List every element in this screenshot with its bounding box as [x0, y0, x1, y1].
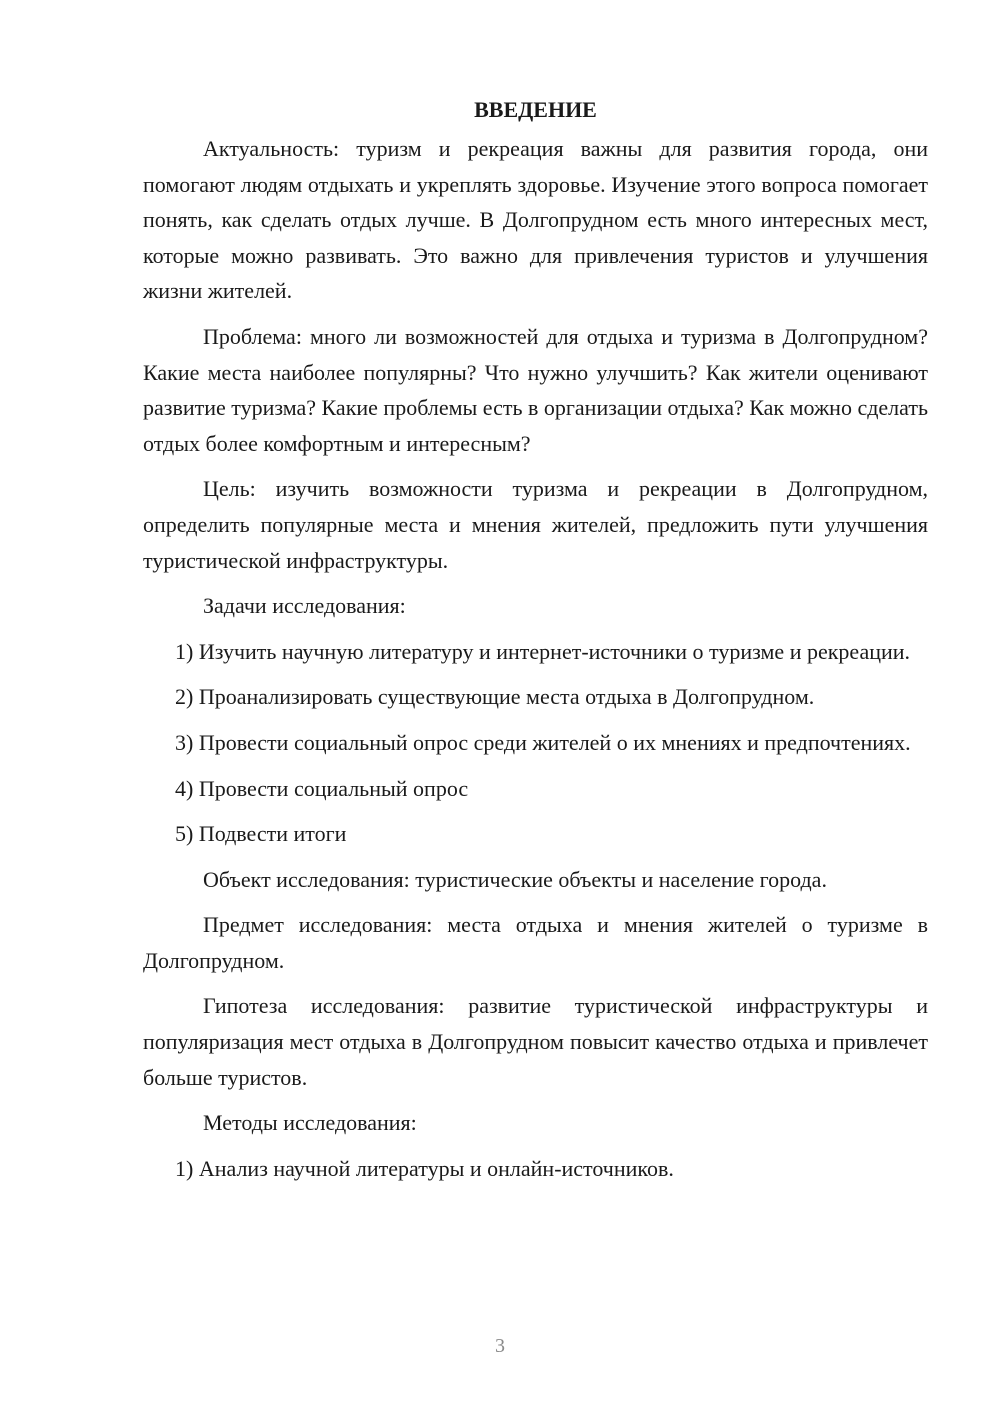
paragraph-relevance: Актуальность: туризм и рекреация важны для развития города, они помогают людям отдыхать и укреплять здоровье. Изучение этого вопроса помогает понять, как сделать отдых лучше. В Долгопрудном есть много интересных мест, которые можно развивать. Это важно для привлечения туристов и улучшения жизни жителей. [143, 136, 928, 304]
task-item-4: 4) Провести социальный опрос [175, 775, 469, 801]
page-title: ВВЕДЕНИЕ [474, 97, 597, 122]
paragraph-object: Объект исследования: туристические объекты и население города. [203, 866, 827, 892]
method-item-1: 1) Анализ научной литературы и онлайн-источников. [175, 1155, 674, 1181]
task-item-5: 5) Подвести итоги [175, 821, 347, 847]
page-number: 3 [495, 1335, 505, 1357]
document-page [143, 92, 928, 1196]
paragraph-tasks-heading: Задачи исследования: [203, 593, 406, 619]
paragraph-goal: Цель: изучить возможности туризма и рекреации в Долгопрудном, определить популярные места и мнения жителей, предложить пути улучшения туристической инфраструктуры. [143, 476, 928, 573]
task-item-2: 2) Проанализировать существующие места отдыха в Долгопрудном. [175, 684, 815, 710]
paragraph-problem: Проблема: много ли возможностей для отдыха и туризма в Долгопрудном? Какие места наиболее популярны? Что нужно улучшить? Как жители оценивают развитие туризма? Какие проблемы есть в организации отдыха? Как можно сделать отдых более комфортным и интересным? [143, 323, 928, 456]
paragraph-hypothesis: Гипотеза исследования: развитие туристической инфраструктуры и популяризация мест отдыха в Долгопрудном повысит качество отдыха и привлечет больше туристов. [143, 993, 928, 1090]
task-item-1: 1) Изучить научную литературу и интернет-источники о туризме и рекреации. [175, 638, 911, 664]
paragraph-subject: Предмет исследования: места отдыха и мнения жителей о туризме в Долгопрудном. [143, 912, 928, 973]
paragraph-methods-heading: Методы исследования: [203, 1110, 417, 1136]
task-item-3: 3) Провести социальный опрос среди жителей о их мнениях и предпочтениях. [175, 729, 911, 755]
